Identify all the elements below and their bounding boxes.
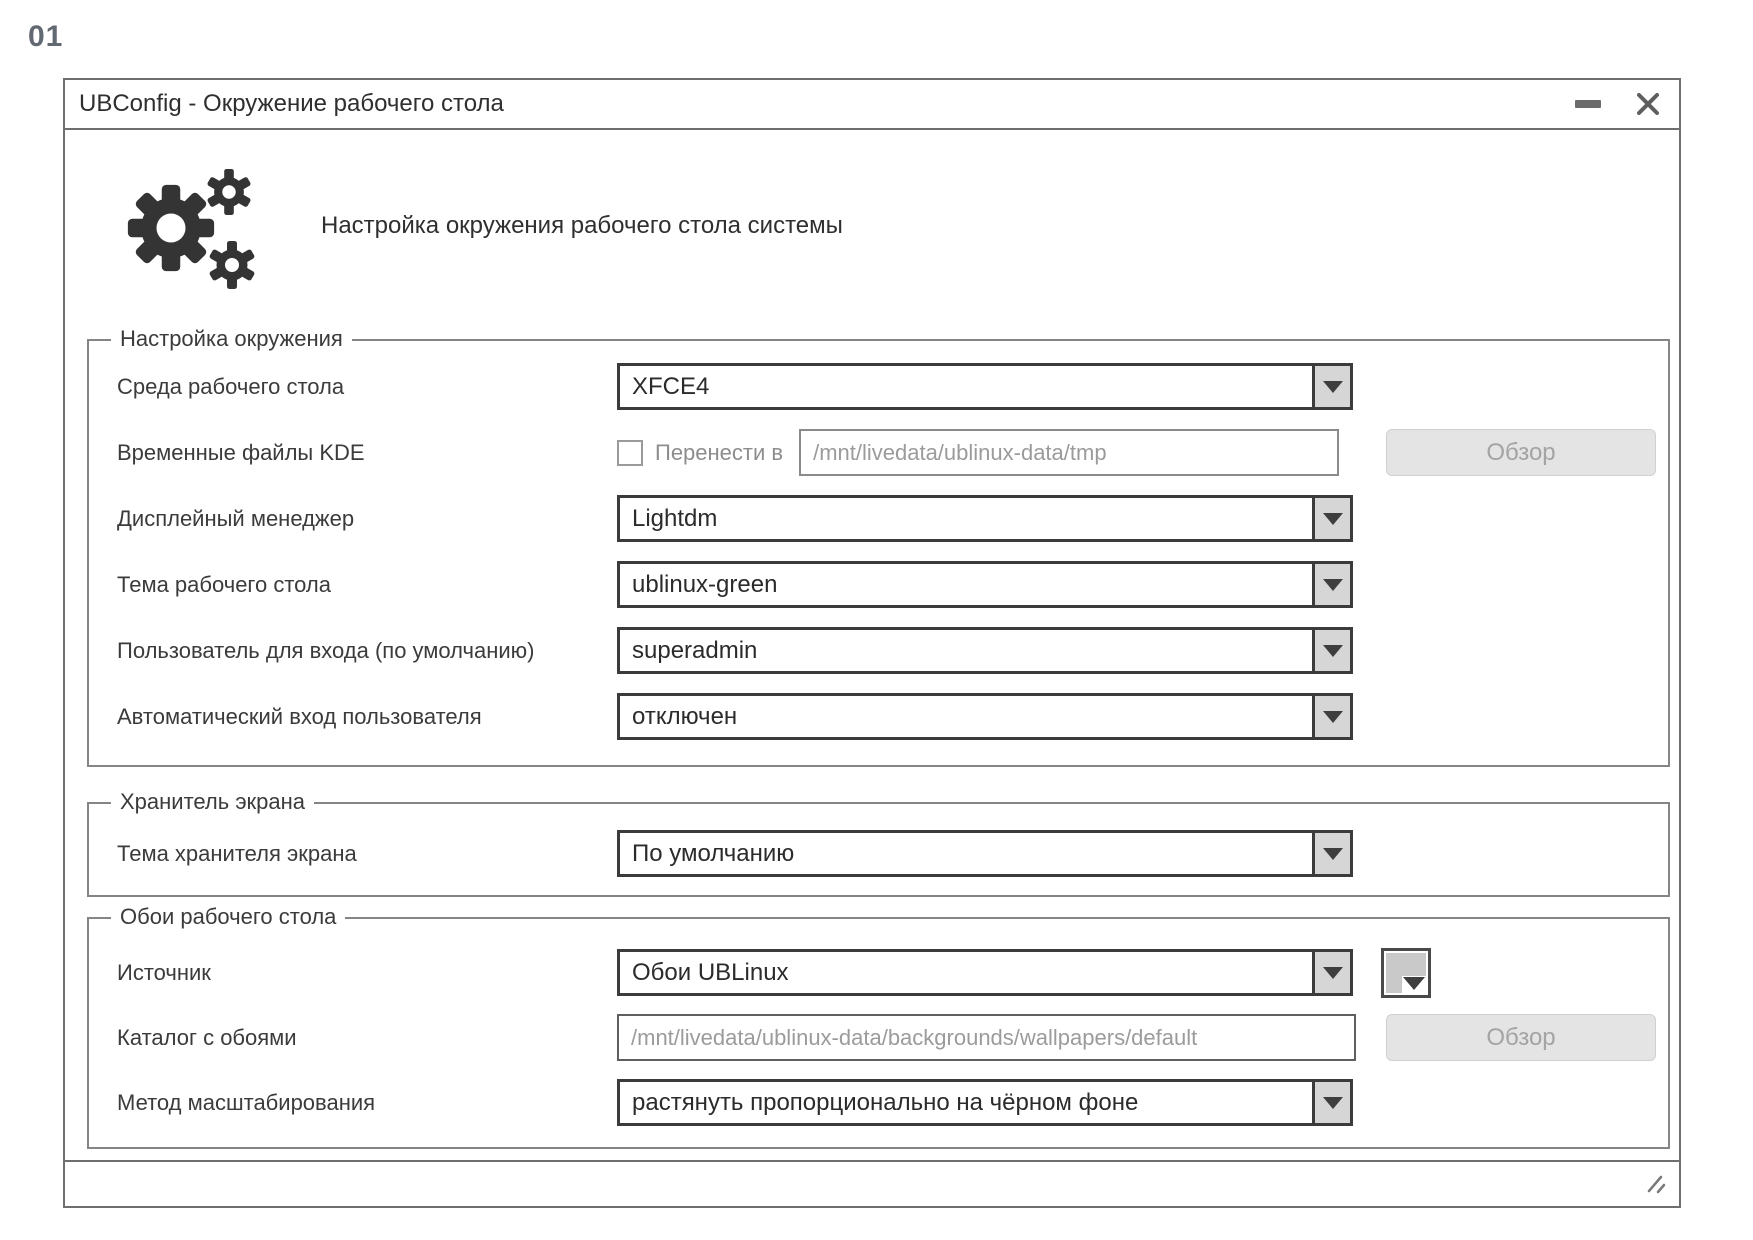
chevron-down-icon bbox=[1323, 711, 1343, 723]
kde-temp-path-field[interactable]: /mnt/livedata/ublinux-data/tmp bbox=[799, 429, 1339, 476]
chevron-down-icon bbox=[1323, 579, 1343, 591]
kde-temp-files-label: Временные файлы KDE bbox=[117, 439, 365, 465]
chevron-down-icon bbox=[1323, 513, 1343, 525]
chevron-down-icon bbox=[1323, 1097, 1343, 1109]
app-header bbox=[125, 168, 843, 284]
combobox-arrow-button[interactable] bbox=[1312, 833, 1350, 874]
screensaver-theme-value: По умолчанию bbox=[632, 839, 795, 867]
wallpaper-source-combobox[interactable] bbox=[617, 949, 1353, 996]
chevron-down-icon bbox=[1323, 645, 1343, 657]
resize-grip-icon[interactable] bbox=[1645, 1173, 1667, 1195]
color-picker-button[interactable] bbox=[1381, 948, 1431, 998]
group-environment bbox=[87, 326, 1670, 767]
desktop-theme-combobox[interactable] bbox=[617, 561, 1353, 608]
display-manager-value: Lightdm bbox=[632, 504, 718, 532]
row-display-manager bbox=[89, 495, 1668, 542]
scaling-method-value: растянуть пропорционально на чёрном фоне bbox=[632, 1088, 1139, 1116]
row-wallpaper-directory bbox=[89, 1014, 1668, 1061]
wallpaper-directory-label: Каталог с обоями bbox=[117, 1024, 297, 1050]
wallpaper-directory-field[interactable]: /mnt/livedata/ublinux-data/backgrounds/wallpapers/default bbox=[617, 1014, 1356, 1061]
combobox-arrow-button[interactable] bbox=[1312, 366, 1350, 407]
screensaver-theme-combobox[interactable] bbox=[617, 830, 1353, 877]
combobox-arrow-button[interactable] bbox=[1312, 1082, 1350, 1123]
desktop-theme-label: Тема рабочего стола bbox=[117, 571, 331, 597]
desktop-environment-value: XFCE4 bbox=[632, 372, 710, 400]
chevron-down-icon bbox=[1323, 848, 1343, 860]
kde-temp-browse-button[interactable]: Обзор bbox=[1386, 429, 1656, 476]
auto-login-value: отключен bbox=[632, 702, 738, 730]
auto-login-label: Автоматический вход пользователя bbox=[117, 703, 482, 729]
group-screensaver bbox=[87, 789, 1670, 897]
default-login-user-value: superadmin bbox=[632, 636, 758, 664]
page-number-label: 01 bbox=[28, 20, 64, 53]
desktop-environment-label: Среда рабочего стола bbox=[117, 373, 345, 399]
display-manager-label: Дисплейный менеджер bbox=[117, 505, 355, 531]
move-to-checkbox[interactable] bbox=[617, 440, 643, 466]
combobox-arrow-button[interactable] bbox=[1312, 696, 1350, 737]
row-screensaver-theme bbox=[89, 830, 1668, 877]
group-wallpaper-legend: Обои рабочего стола bbox=[111, 904, 345, 930]
statusbar bbox=[65, 1160, 1679, 1206]
group-wallpaper bbox=[87, 904, 1670, 1149]
default-login-user-combobox[interactable] bbox=[617, 627, 1353, 674]
minimize-button[interactable] bbox=[1573, 89, 1603, 119]
desktop-theme-value: ublinux-green bbox=[632, 570, 778, 598]
group-screensaver-legend: Хранитель экрана bbox=[111, 789, 314, 815]
combobox-arrow-button[interactable] bbox=[1312, 952, 1350, 993]
app-subtitle: Настройка окружения рабочего стола системы bbox=[321, 212, 843, 239]
window-title: UBConfig - Окружение рабочего стола bbox=[79, 90, 504, 117]
chevron-down-icon bbox=[1323, 967, 1343, 979]
minimize-icon bbox=[1575, 100, 1601, 108]
auto-login-combobox[interactable] bbox=[617, 693, 1353, 740]
combobox-arrow-button[interactable] bbox=[1312, 630, 1350, 671]
desktop-environment-combobox[interactable] bbox=[617, 363, 1353, 410]
display-manager-combobox[interactable] bbox=[617, 495, 1353, 542]
chevron-down-icon bbox=[1323, 381, 1343, 393]
row-default-login-user bbox=[89, 627, 1668, 674]
chevron-down-icon bbox=[1403, 977, 1425, 990]
move-to-checkbox-label: Перенести в bbox=[655, 439, 784, 465]
combobox-arrow-button[interactable] bbox=[1312, 564, 1350, 605]
default-login-user-label: Пользователь для входа (по умолчанию) bbox=[117, 637, 535, 663]
group-environment-legend: Настройка окружения bbox=[111, 326, 352, 352]
titlebar-controls bbox=[1573, 89, 1679, 119]
row-wallpaper-source bbox=[89, 949, 1668, 996]
wallpaper-source-label: Источник bbox=[117, 959, 211, 985]
wallpaper-browse-button[interactable]: Обзор bbox=[1386, 1014, 1656, 1061]
row-auto-login bbox=[89, 693, 1668, 740]
close-button[interactable] bbox=[1633, 89, 1663, 119]
row-desktop-environment bbox=[89, 363, 1668, 410]
scaling-method-combobox[interactable] bbox=[617, 1079, 1353, 1126]
row-scaling-method bbox=[89, 1079, 1668, 1126]
row-kde-temp-files bbox=[89, 429, 1668, 476]
scaling-method-label: Метод масштабирования bbox=[117, 1089, 376, 1115]
screensaver-theme-label: Тема хранителя экрана bbox=[117, 840, 357, 866]
combobox-arrow-button[interactable] bbox=[1312, 498, 1350, 539]
wallpaper-source-value: Обои UBLinux bbox=[632, 958, 789, 986]
row-desktop-theme bbox=[89, 561, 1668, 608]
gears-icon bbox=[125, 168, 257, 284]
ubconfig-window bbox=[63, 78, 1681, 1208]
close-icon bbox=[1635, 91, 1661, 117]
titlebar bbox=[65, 80, 1679, 130]
